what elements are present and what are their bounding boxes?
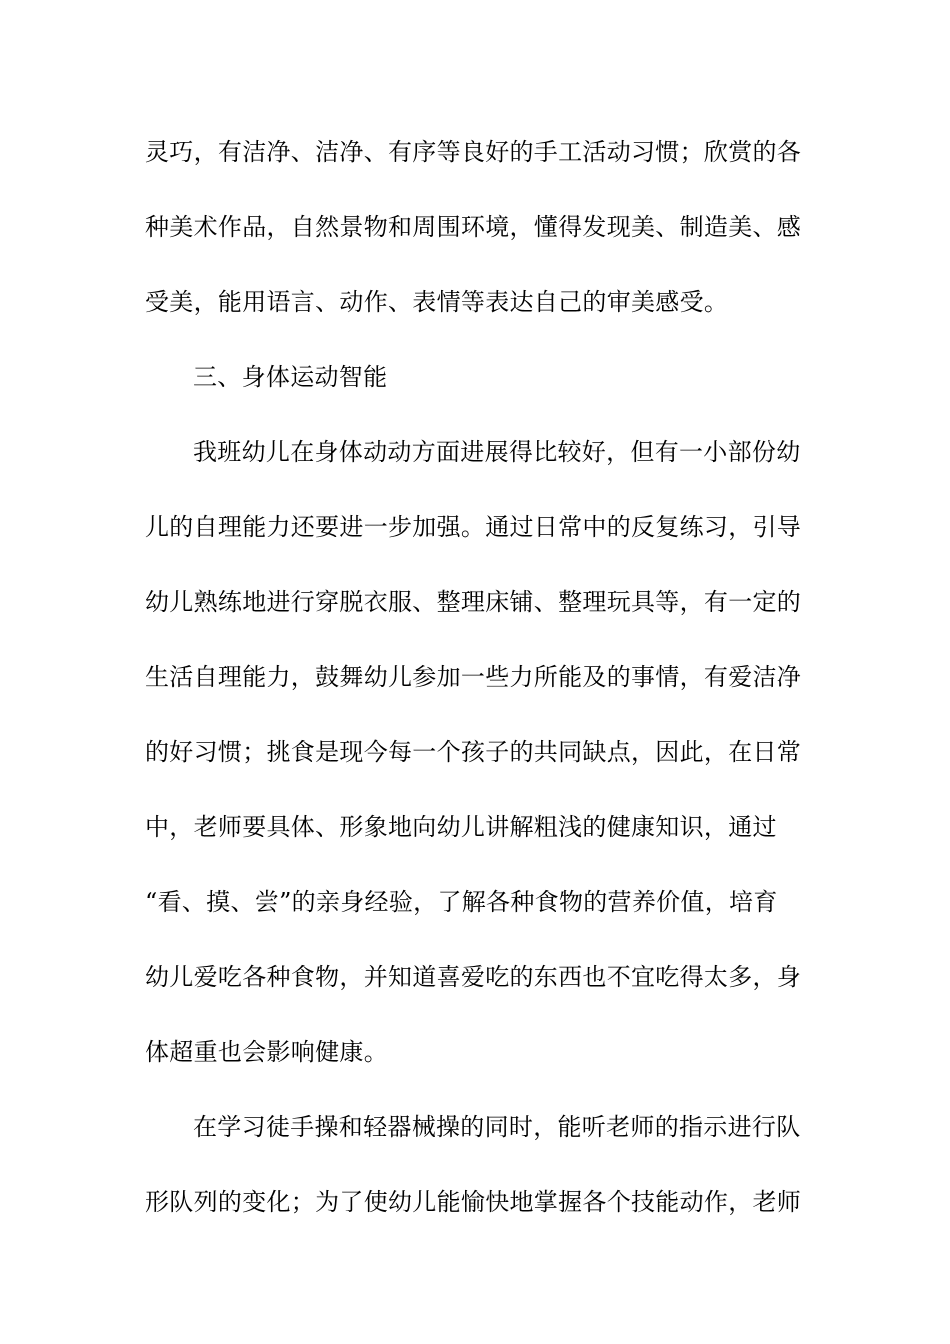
paragraph-line: 的好习惯；挑食是现今每一个孩子的共同缺点，因此，在日常: [145, 738, 802, 766]
paragraph-line: 体超重也会影响健康。: [145, 1038, 388, 1066]
paragraph-line: 形队列的变化；为了使幼儿能愉快地掌握各个技能动作，老师: [145, 1188, 802, 1216]
paragraph-line: 生活自理能力，鼓舞幼儿参加一些力所能及的事情，有爱洁净: [145, 663, 802, 691]
paragraph-line: 幼儿熟练地进行穿脱衣服、整理床铺、整理玩具等，有一定的: [145, 588, 802, 616]
section-heading: 三、身体运动智能: [193, 363, 388, 391]
paragraph-line: 在学习徒手操和轻器械操的同时，能听老师的指示进行队: [193, 1113, 801, 1141]
paragraph-line: 儿的自理能力还要进一步加强。通过日常中的反复练习，引导: [145, 513, 802, 541]
paragraph-line: 种美术作品，自然景物和周围环境，懂得发现美、制造美、感: [145, 213, 802, 241]
paragraph-line: “看、摸、尝”的亲身经验，了解各种食物的营养价值，培育: [145, 888, 778, 916]
paragraph-line: 我班幼儿在身体动动方面进展得比较好，但有一小部份幼: [193, 438, 801, 466]
paragraph-line: 幼儿爱吃各种食物，并知道喜爱吃的东西也不宜吃得太多，身: [145, 963, 802, 991]
paragraph-line: 灵巧，有洁净、洁净、有序等良好的手工活动习惯；欣赏的各: [145, 138, 802, 166]
paragraph-line: 中，老师要具体、形象地向幼儿讲解粗浅的健康知识，通过: [145, 813, 777, 841]
paragraph-line: 受美，能用语言、动作、表情等表达自己的审美感受。: [145, 288, 729, 316]
document-body: [145, 126, 810, 1251]
